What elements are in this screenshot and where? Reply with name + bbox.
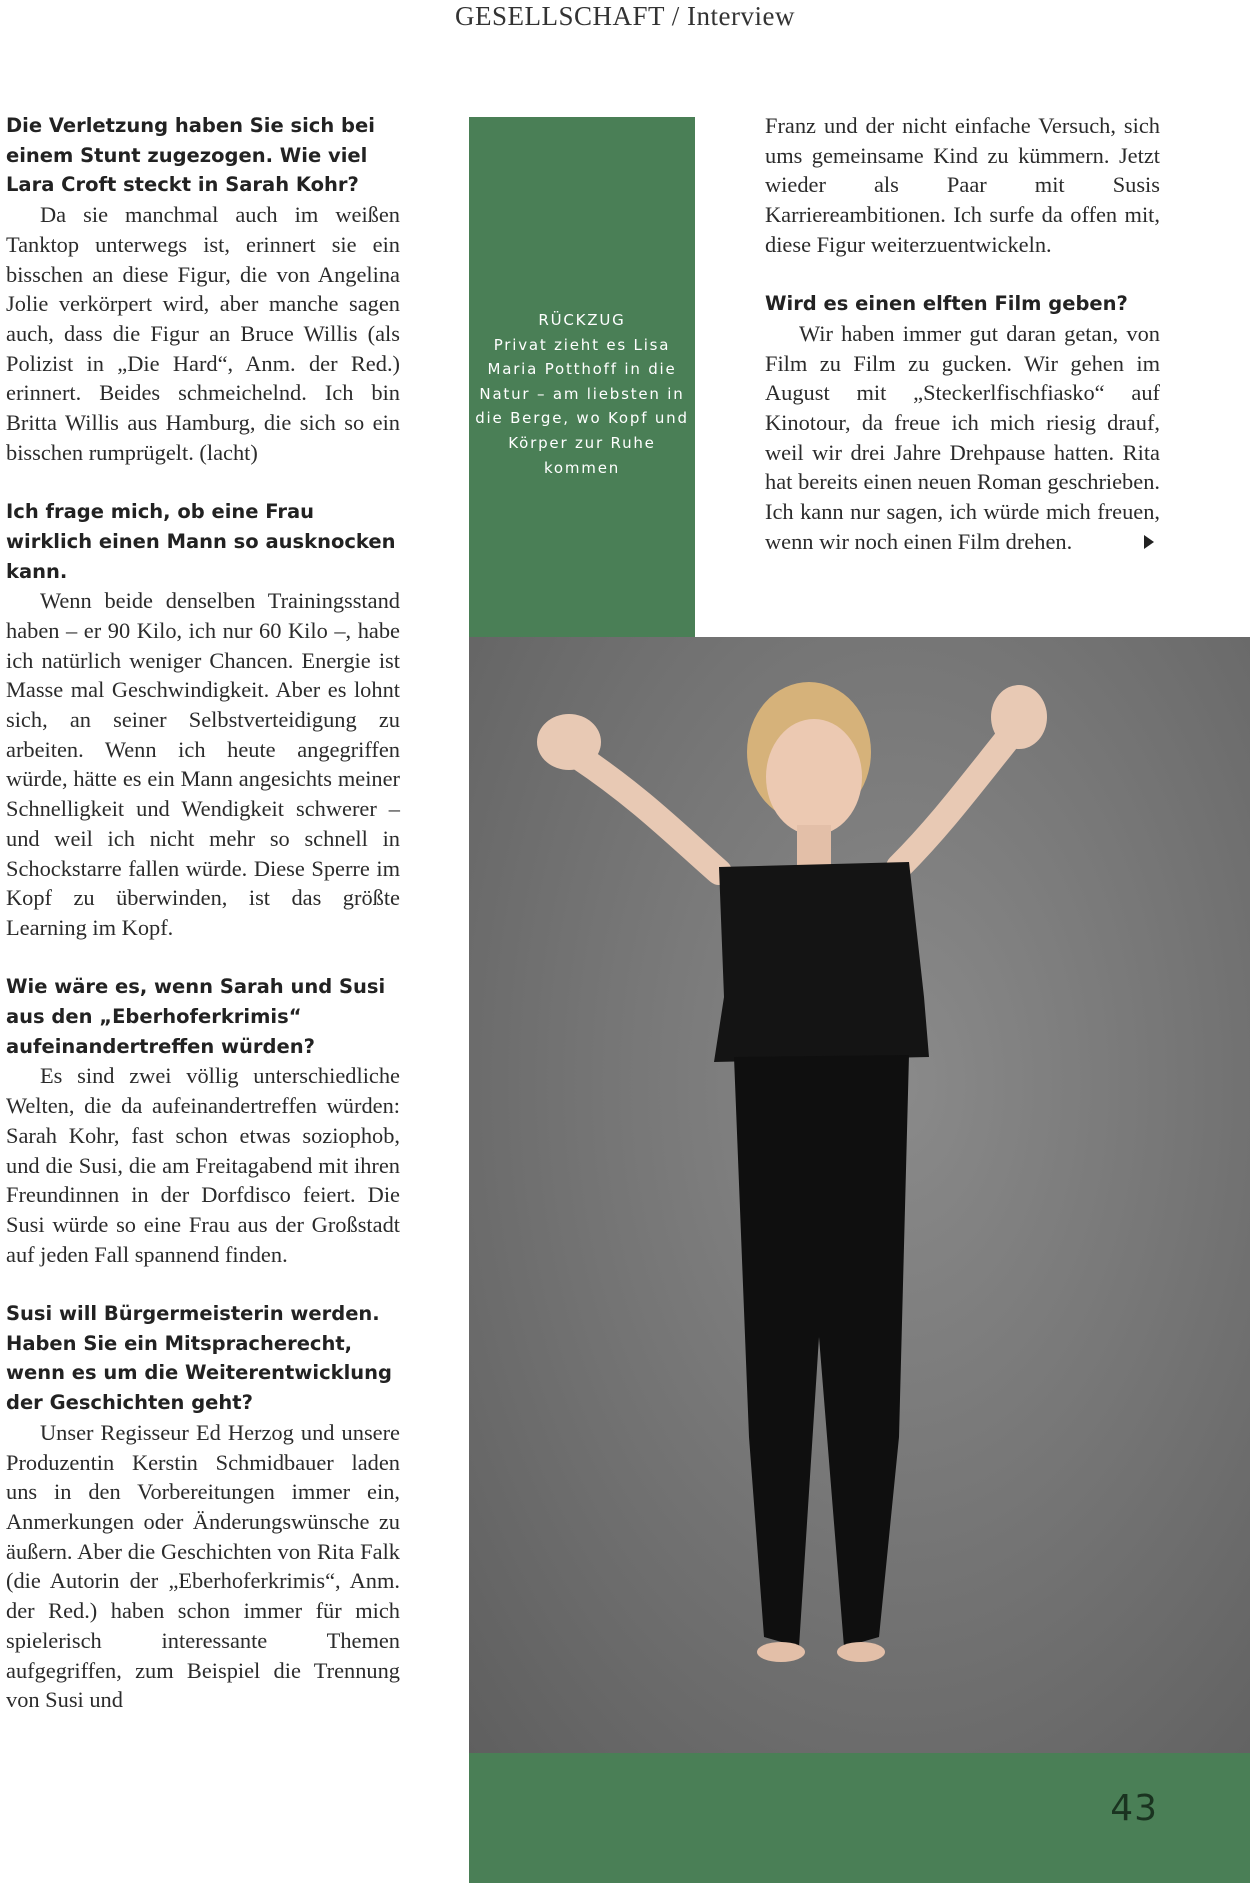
caption-box — [469, 117, 695, 637]
question-5: Wird es einen elften Film geben? — [765, 292, 1128, 316]
answer-4: Unser Regisseur Ed Herzog und unsere Produzentin Kerstin Schmidbauer laden uns in den Vorbereitungen immer ein, Anmerkungen oder Änderungswünsche zu äußern. Aber die Geschichten von Rita Falk (die Autorin der „Eberhoferkrimis“, Anm. der Red.) haben schon immer für mich spielerisch interessante Themen aufgegriffen, zum Beispiel die Trennung von Susi und — [6, 1419, 400, 1713]
answer-5: Wir haben immer gut daran getan, von Film zu Film zu gucken. Wir gehen im August mit „Steckerlfischfiasko“ auf Kinotour, da freue ich mich riesig drauf, weil wir drei Jahre Drehpause hatten. Rita hat bereits einen neuen Roman geschrieben. Ich kann nur sagen, ich würde mich freuen, wenn wir noch einen Film drehen. — [765, 320, 1160, 554]
caption-text: Privat zieht es Lisa Maria Potthoff in die Natur – am liebsten in die Berge, wo Kopf und Körper zur Ruhe kommen — [475, 335, 689, 477]
page-number: 43 — [1110, 1788, 1158, 1829]
right-column — [765, 111, 1160, 557]
left-column — [6, 111, 400, 1715]
question-2: Ich frage mich, ob eine Frau wirklich einen Mann so ausknocken kann. — [6, 500, 396, 583]
woman-dancing-figure — [469, 637, 1250, 1753]
section-header: GESELLSCHAFT / Interview — [455, 1, 795, 31]
answer-4-continued: Franz und der nicht einfache Versuch, sich ums gemeinsame Kind zu kümmern. Jetzt wieder als Paar mit Susis Karriereambitionen. Ich surfe da offen mit, diese Figur weiterzuentwickeln. — [765, 113, 1160, 257]
answer-1: Da sie manchmal auch im weißen Tanktop unterwegs ist, erinnert sie ein bisschen an diese Figur, die von Angelina Jolie verkörpert wird, aber manche sagen auch, dass die Figur an Bruce Willis (als Polizist in „Die Hard“, Anm. der Red.) erinnert. Beides schmeichelnd. Ich bin Britta Willis aus Hamburg, die sich so ein bisschen rumprügelt. (lacht) — [6, 202, 400, 465]
question-3: Wie wäre es, wenn Sarah und Susi aus den „Eberhoferkrimis“ aufeinandertreffen würden? — [6, 975, 386, 1058]
answer-3: Es sind zwei völlig unterschiedliche Welten, die da aufeinandertreffen würden: Sarah Kohr, fast schon etwas soziophob, und die Susi, die am Freitagabend mit ihren Freundinnen in der Dorfdisco feiert. Die Susi würde so eine Frau aus der Großstadt auf jeden Fall spannend finden. — [6, 1063, 400, 1267]
photo-caption — [469, 308, 695, 480]
answer-2: Wenn beide denselben Trainingsstand haben – er 90 Kilo, ich nur 60 Kilo –, habe ich natürlich weniger Chancen. Energie ist Masse mal Geschwindigkeit. Aber es lohnt sich, an seiner Selbstverteidigung zu arbeiten. Wenn ich heute angegriffen würde, hätte es ein Mann angesichts meiner Schnelligkeit und Wendigkeit schwerer – und weil ich nicht mehr so schnell in Schockstarre fallen würde. Diese Sperre im Kopf zu überwinden, ist das größte Learning im Kopf. — [6, 588, 400, 940]
caption-kicker: RÜCKZUG — [538, 311, 626, 329]
question-4: Susi will Bürgermeisterin werden. Haben Sie ein Mitspracherecht, wenn es um die Weiterentwicklung der Geschichten geht? — [6, 1302, 393, 1415]
question-1: Die Verletzung haben Sie sich bei einem Stunt zugezogen. Wie viel Lara Croft steckt in Sarah Kohr? — [6, 114, 375, 197]
portrait-photo — [469, 637, 1250, 1753]
triangle-right-icon — [1144, 535, 1154, 549]
